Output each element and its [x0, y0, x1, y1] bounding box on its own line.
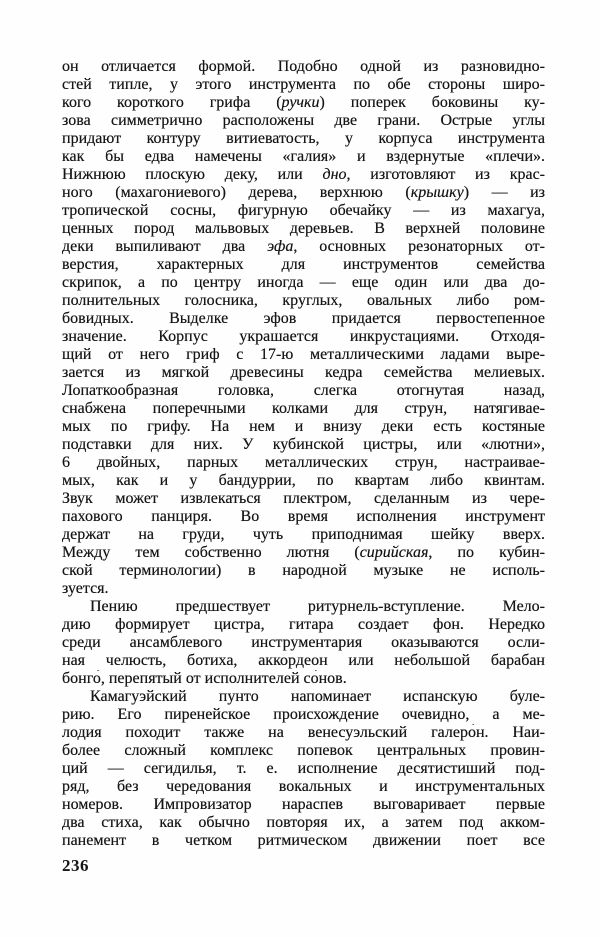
text-segment: Пению предшествует ритурнель-вступление. Мело- [90, 598, 545, 615]
text-line [62, 652, 545, 670]
text-segment: панемент в четком ритмическом движении поет все [62, 832, 545, 849]
text-segment: полнительных голосника, круглых, овальных либо ром- [62, 292, 545, 309]
text-line [62, 202, 545, 220]
page-text-block [62, 58, 545, 850]
text-segment: дию формирует цистра, гитара создает фон. Нередко [62, 616, 545, 633]
italic-text-segment: дно [322, 166, 347, 183]
text-line [62, 634, 545, 652]
text-segment: зается из мягкой древесины кедра семейства мелиевых. [62, 364, 545, 381]
text-line [62, 724, 545, 742]
text-segment: рию. Его пиренейское происхождение очевидно, а ме- [62, 706, 545, 723]
text-line [62, 94, 545, 112]
text-line [62, 400, 545, 418]
text-line [62, 328, 545, 346]
text-line [62, 130, 545, 148]
text-segment: номеров. Импровизатор нараспев выговаривает первые [62, 796, 545, 813]
text-line [62, 742, 545, 760]
text-segment: пахового панциря. Во время исполнения инструмент [62, 508, 545, 525]
text-line [62, 472, 545, 490]
page-number: 236 [62, 856, 89, 875]
text-segment: верстия, характерных для инструментов семейства [62, 256, 545, 273]
text-segment: зуется. [62, 580, 109, 597]
text-segment: мых по грифу. На нем и внизу деки есть костяные [62, 418, 545, 435]
text-line [62, 76, 545, 94]
text-line [62, 310, 545, 328]
text-segment: щий от него гриф с 17-ю металлическими ладами выре- [62, 346, 545, 363]
text-segment: Между тем собственно лютня ( [62, 544, 360, 561]
text-line [62, 148, 545, 166]
text-segment: Звук может извлекаться плектром, сделанным из чере- [62, 490, 545, 507]
italic-text-segment: ручки [281, 94, 320, 111]
text-line [62, 832, 545, 850]
text-segment: мых, как и у бандуррии, по квартам либо квинтам. [62, 472, 545, 489]
text-segment: кого короткого грифа ( [62, 94, 282, 111]
text-segment: 6 двойных, парных металлических струн, настраивае- [62, 454, 545, 471]
italic-text-segment: крышку [410, 184, 464, 201]
text-segment: как бы едва намечены «галия» и вздернутые «плечи». [62, 148, 545, 165]
text-segment: бонго́, перепятый от исполнителей со́нов. [62, 670, 347, 687]
text-line [62, 616, 545, 634]
text-segment: бовидных. Выделке эфов придается первостепенное [62, 310, 545, 327]
italic-text-segment: сирийская [359, 544, 429, 561]
text-line [62, 220, 545, 238]
text-segment: подставки для них. У кубинской цистры, или «лютни», [62, 436, 545, 453]
text-segment: ) поперек боковины ку- [319, 94, 545, 111]
text-line [62, 292, 545, 310]
text-segment: , изготовляют из крас- [346, 166, 545, 183]
text-line [62, 562, 545, 580]
text-segment: ций — сегидилья, т. е. исполнение десятистиший под- [62, 760, 545, 777]
text-line [62, 490, 545, 508]
text-segment: более сложный комплекс попевок центральных провин- [62, 742, 545, 759]
text-line [62, 346, 545, 364]
text-line [62, 274, 545, 292]
text-segment: значение. Корпус украшается инкрустациями. Отходя- [62, 328, 545, 345]
text-line [62, 382, 545, 400]
text-line [62, 364, 545, 382]
text-segment: зова симметрично расположены две грани. Острые углы [62, 112, 545, 129]
text-segment: он отличается формой. Подобно одной из разновидно- [62, 58, 545, 75]
text-segment: ряд, без чередования вокальных и инструментальных [62, 778, 545, 795]
text-segment: ного (махагониевого) дерева, верхнюю ( [62, 184, 411, 201]
text-segment: , по кубин- [428, 544, 545, 561]
text-line [62, 454, 545, 472]
text-segment: ) — из [463, 184, 545, 201]
text-segment: держат на груди, чуть приподнимая шейку вверх. [62, 526, 545, 543]
text-line [62, 238, 545, 256]
text-line [62, 796, 545, 814]
text-segment: стей типле, у этого инструмента по обе стороны широ- [62, 76, 545, 93]
text-segment: лодия походит также на венесуэльский галеро́н. Наи- [62, 724, 545, 741]
text-line [62, 508, 545, 526]
text-segment: ценных пород мальвовых деревьев. В верхней половине [62, 220, 545, 237]
text-line [62, 418, 545, 436]
text-line [62, 706, 545, 724]
text-segment: Камагуэйский пунто напоминает испанскую буле- [90, 688, 545, 705]
text-segment: скрипок, а по центру иногда — еще один или два до- [62, 274, 545, 291]
text-segment: Нижнюю плоскую деку, или [62, 166, 323, 183]
text-segment: Лопаткообразная головка, слегка отогнутая назад, [62, 382, 545, 399]
text-segment: среди ансамблевого инструментария оказываются осли- [62, 634, 545, 651]
text-line [62, 112, 545, 130]
text-line [62, 688, 545, 706]
text-segment: ная челюсть, ботиха, аккордеон или небольшой барабан [62, 652, 545, 669]
text-segment: тропической сосны, фигурную обечайку — из махагуа, [62, 202, 545, 219]
text-line [62, 580, 545, 598]
text-line [62, 670, 545, 688]
text-line [62, 526, 545, 544]
text-line [62, 436, 545, 454]
text-line [62, 760, 545, 778]
text-line [62, 166, 545, 184]
text-segment: деки выпиливают два [62, 238, 268, 255]
text-line [62, 778, 545, 796]
text-line [62, 598, 545, 616]
text-line [62, 814, 545, 832]
text-line [62, 256, 545, 274]
text-segment: снабжена поперечными колками для струн, натягивае- [62, 400, 545, 417]
text-line [62, 58, 545, 76]
text-line [62, 544, 545, 562]
text-segment: придают контуру витиеватость, у корпуса инструмента [62, 130, 545, 147]
text-segment: ской терминологии) в народной музыке не исполь- [62, 562, 545, 579]
text-segment: два стиха, как обычно повторяя их, а затем под акком- [62, 814, 545, 831]
italic-text-segment: эфа [267, 238, 294, 255]
text-line [62, 184, 545, 202]
text-segment: , основных резонаторных от- [293, 238, 545, 255]
